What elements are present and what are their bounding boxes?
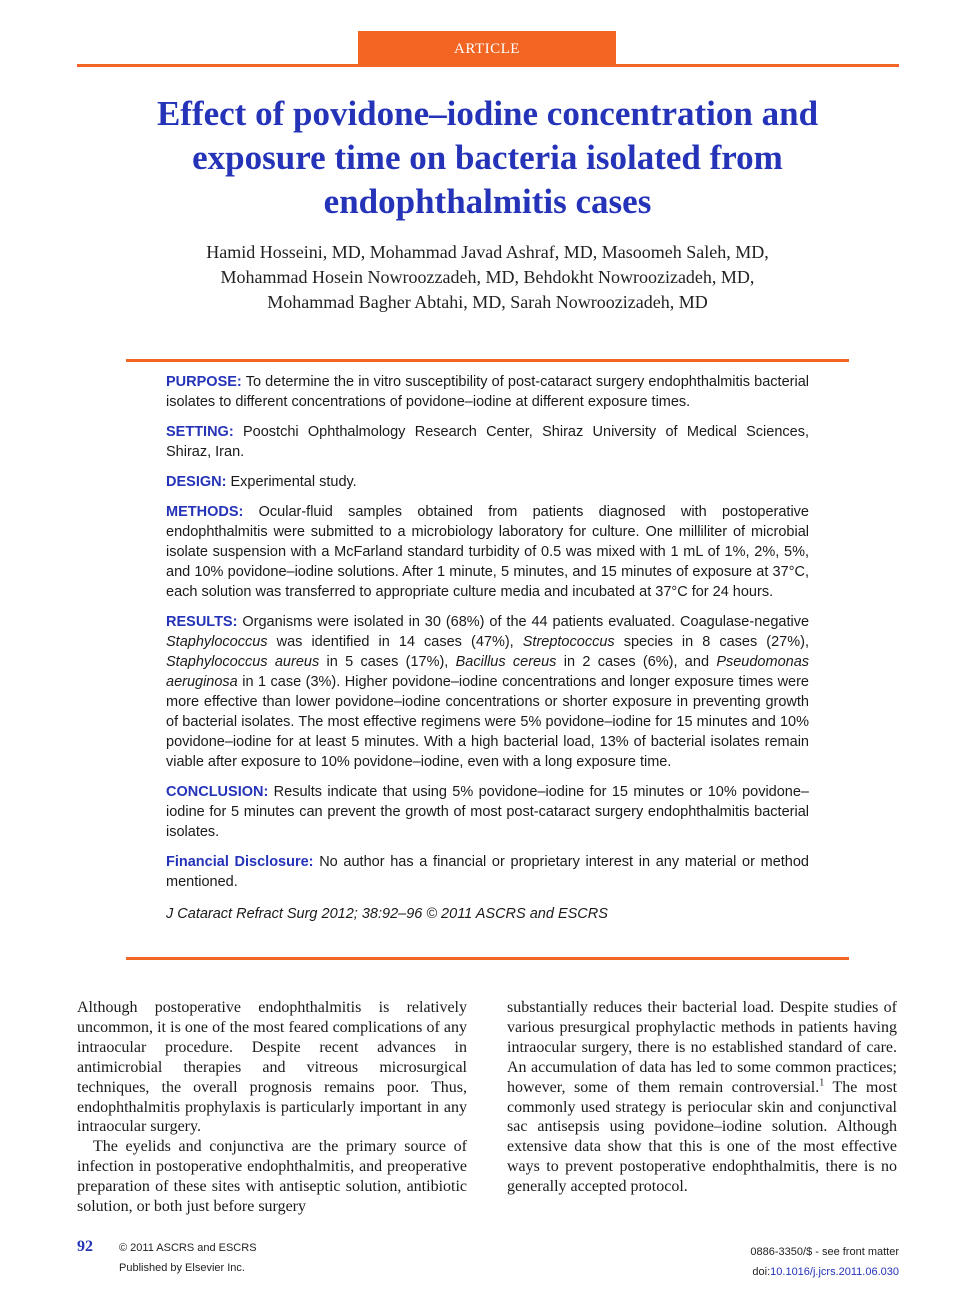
results-text: Organisms were isolated in 30 (68%) of the 44 patients evaluated. Coagulase-negative [242, 614, 810, 630]
abstract-methods [166, 502, 809, 602]
journal-citation: J Cataract Refract Surg 2012; 38:92–96 © 2011 ASCRS and ESCRS [166, 906, 608, 922]
abstract-conclusion [166, 782, 809, 842]
design-label: DESIGN: [166, 474, 227, 490]
results-text: was identified in 14 cases (47%), [267, 634, 523, 650]
design-text: Experimental study. [230, 474, 357, 490]
organism-name: Staphylococcus [166, 634, 268, 650]
body-text: substantially reduces their bacterial load. Despite studies of various presurgical prophylactic methods in patients having intraocular surgery, there is no established standard of care. An accumulation of data has led to some common practices; however, some of them remain controversial. [507, 999, 897, 1096]
article-title: Effect of povidone–iodine concentration and exposure time on bacteria isolated from endophthalmitis cases [156, 94, 819, 221]
methods-text: Ocular-fluid samples obtained from patients diagnosed with postoperative endophthalmitis were submitted to a microbiology laboratory for culture. One milliliter of microbial isolate suspension with a McFarland standard turbidity of 0.5 was mixed with 1 mL of 1%, 2%, 5%, and 10% povidone–iodine solutions. After 1 minute, 5 minutes, and 15 minutes of exposure at 37°C, each solution was transferred to appropriate culture media and incubated at 37°C for 24 hours. [166, 504, 809, 600]
doi-prefix: doi: [752, 1266, 771, 1278]
organism-name: Staphylococcus aureus [166, 654, 320, 670]
author-line: Mohammad Bagher Abtahi, MD, Sarah Nowroozizadeh, MD [267, 292, 708, 312]
setting-text: Poostchi Ophthalmology Research Center, Shiraz University of Medical Sciences, Shiraz, Iran. [166, 424, 809, 460]
disclosure-label: Financial Disclosure: [166, 854, 314, 870]
conclusion-text: Results indicate that using 5% povidone–iodine for 15 minutes or 10% povidone–iodine for 5 minutes can prevent the growth of most post-cataract surgery endophthalmitis bacterial isolates. [166, 784, 809, 840]
body-text: The most commonly used strategy is periocular skin and conjunctival sac antisepsis using povidone–iodine solution. Although extensive data show that this is one of the most effective ways to prevent postoperative endophthalmitis, there is no generally accepted protocol. [507, 1078, 898, 1196]
abstract-purpose [166, 372, 809, 412]
publisher-line: Published by Elsevier Inc. [119, 1262, 245, 1274]
body-column-left [77, 998, 467, 1217]
abstract-results [166, 612, 809, 772]
footer-right [750, 1242, 899, 1282]
setting-label: SETTING: [166, 424, 234, 440]
results-text: in 5 cases (17%), [319, 654, 456, 670]
organism-name: Bacillus cereus [455, 654, 557, 670]
results-text: species in 8 cases (27%), [614, 634, 809, 650]
body-paragraph [507, 998, 897, 1197]
abstract-disclosure [166, 852, 809, 892]
author-list [120, 240, 855, 315]
organism-name: Streptococcus [522, 634, 615, 650]
copyright-line: © 2011 ASCRS and ESCRS [119, 1242, 257, 1254]
results-text: in 2 cases (6%), and [556, 654, 717, 670]
section-label: ARTICLE [358, 31, 616, 65]
abstract-top-rule [126, 359, 849, 362]
purpose-label: PURPOSE: [166, 374, 242, 390]
body-column-right [507, 998, 897, 1197]
abstract-setting [166, 422, 809, 462]
results-label: RESULTS: [166, 614, 238, 630]
page-number: 92 [77, 1238, 93, 1255]
organism-name: Pseudomonas aeruginosa [166, 654, 810, 690]
body-paragraph: Although postoperative endophthalmitis is relatively uncommon, it is one of the most feared complications of any intraocular procedure. Despite recent advances in antimicrobial therapies and vitreous microsurgical techniques, the overall prognosis remains poor. Thus, endophthalmitis prophylaxis is particularly important in any intraocular surgery. [77, 999, 467, 1136]
author-line: Mohammad Hosein Nowroozzadeh, MD, Behdokht Nowroozizadeh, MD, [220, 267, 755, 287]
header-rule [77, 64, 899, 67]
doi-link[interactable]: 10.1016/j.jcrs.2011.06.030 [770, 1266, 899, 1278]
methods-label: METHODS: [166, 504, 244, 520]
body-paragraph: The eyelids and conjunctiva are the primary source of infection in postoperative endophthalmitis, and preoperative preparation of these sites with antiseptic solution, antibiotic solution, or both just before surgery [77, 1138, 467, 1216]
abstract-bottom-rule [126, 957, 849, 960]
results-text: in 1 case (3%). Higher povidone–iodine concentrations and longer exposure times were more effective than lower povidone–iodine concentrations or shorter exposure in preventing growth of bacterial isolates. The most effective regimens were 5% povidone–iodine for 15 minutes and 10% povidone–iodine for at least 5 minutes. With a high bacterial load, 13% of bacterial isolates remain viable after exposure to 10% povidone–iodine, even with a long exposure time. [166, 674, 809, 770]
abstract [166, 372, 809, 934]
reference-superscript[interactable]: 1 [819, 1077, 825, 1089]
abstract-design [166, 472, 809, 492]
conclusion-label: CONCLUSION: [166, 784, 269, 800]
disclosure-text: No author has a financial or proprietary interest in any material or method mentioned. [166, 854, 809, 890]
issn-line: 0886-3350/$ - see front matter [750, 1246, 899, 1258]
purpose-text: To determine the in vitro susceptibility of post-cataract surgery endophthalmitis bacterial isolates to different concentrations of povidone–iodine at different exposure times. [166, 374, 809, 410]
author-line: Hamid Hosseini, MD, Mohammad Javad Ashraf, MD, Masoomeh Saleh, MD, [206, 242, 769, 262]
doi-line [750, 1262, 899, 1282]
